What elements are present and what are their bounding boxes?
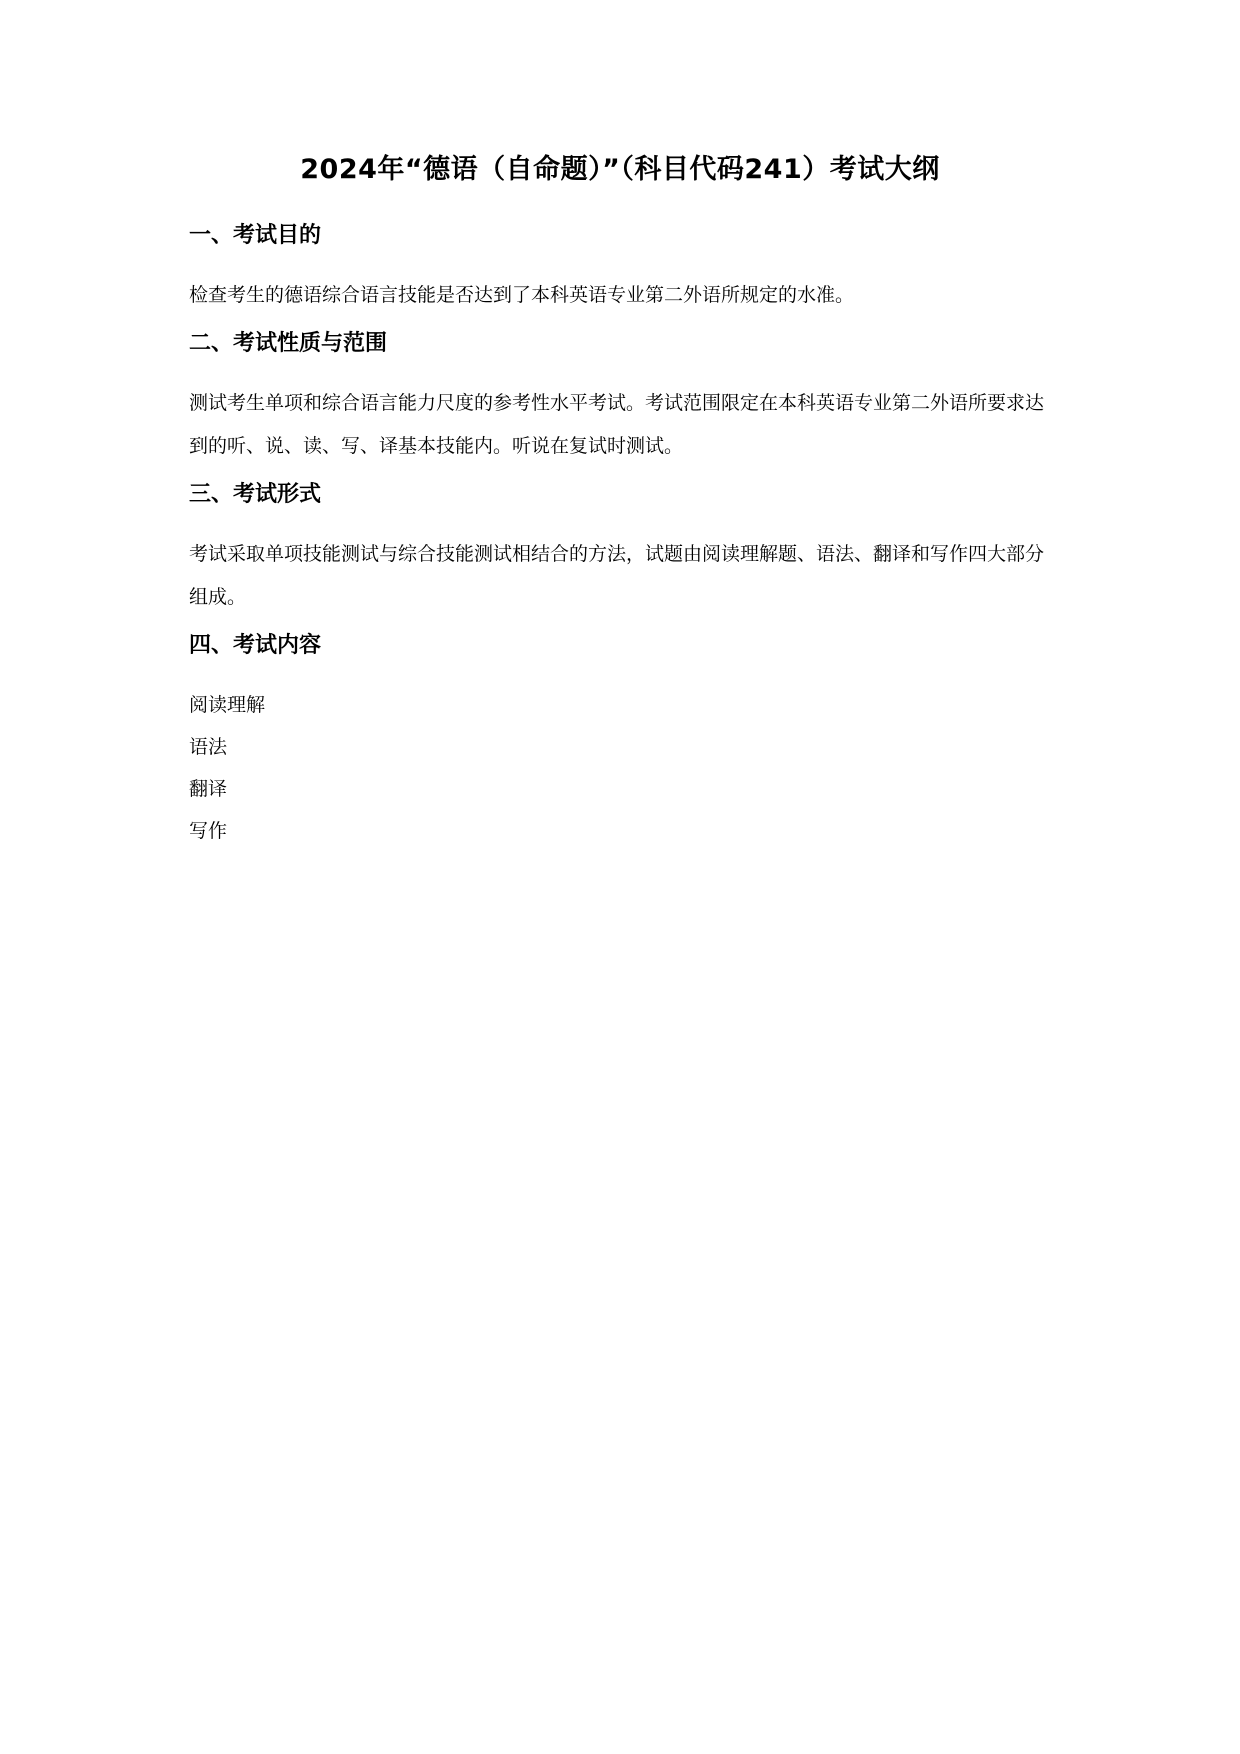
content-item-reading: 阅读理解	[189, 694, 266, 716]
content-item-grammar: 语法	[189, 736, 228, 758]
section-body-nature-scope: 测试考生单项和综合语言能力尺度的参考性水平考试。考试范围限定在本科英语专业第二外语所要求达到的听、说、读、写、译基本技能内。听说在复试时测试。	[189, 392, 1045, 457]
content-item-writing: 写作	[189, 820, 228, 842]
content-item-translation: 翻译	[189, 778, 228, 800]
document-body	[189, 220, 1049, 852]
section-body-purpose: 检查考生的德语综合语言技能是否达到了本科英语专业第二外语所规定的水准。	[189, 284, 855, 306]
document-title: 2024年“德语（自命题）”（科目代码241）考试大纲	[300, 154, 940, 185]
section-heading-nature-scope: 二、考试性质与范围	[189, 331, 388, 356]
section-heading-format: 三、考试形式	[189, 482, 322, 507]
section-body-format: 考试采取单项技能测试与综合技能测试相结合的方法，试题由阅读理解题、语法、翻译和写作四大部分组成。	[189, 543, 1045, 608]
section-heading-content: 四、考试内容	[189, 633, 322, 658]
section-heading-purpose: 一、考试目的	[189, 223, 322, 248]
